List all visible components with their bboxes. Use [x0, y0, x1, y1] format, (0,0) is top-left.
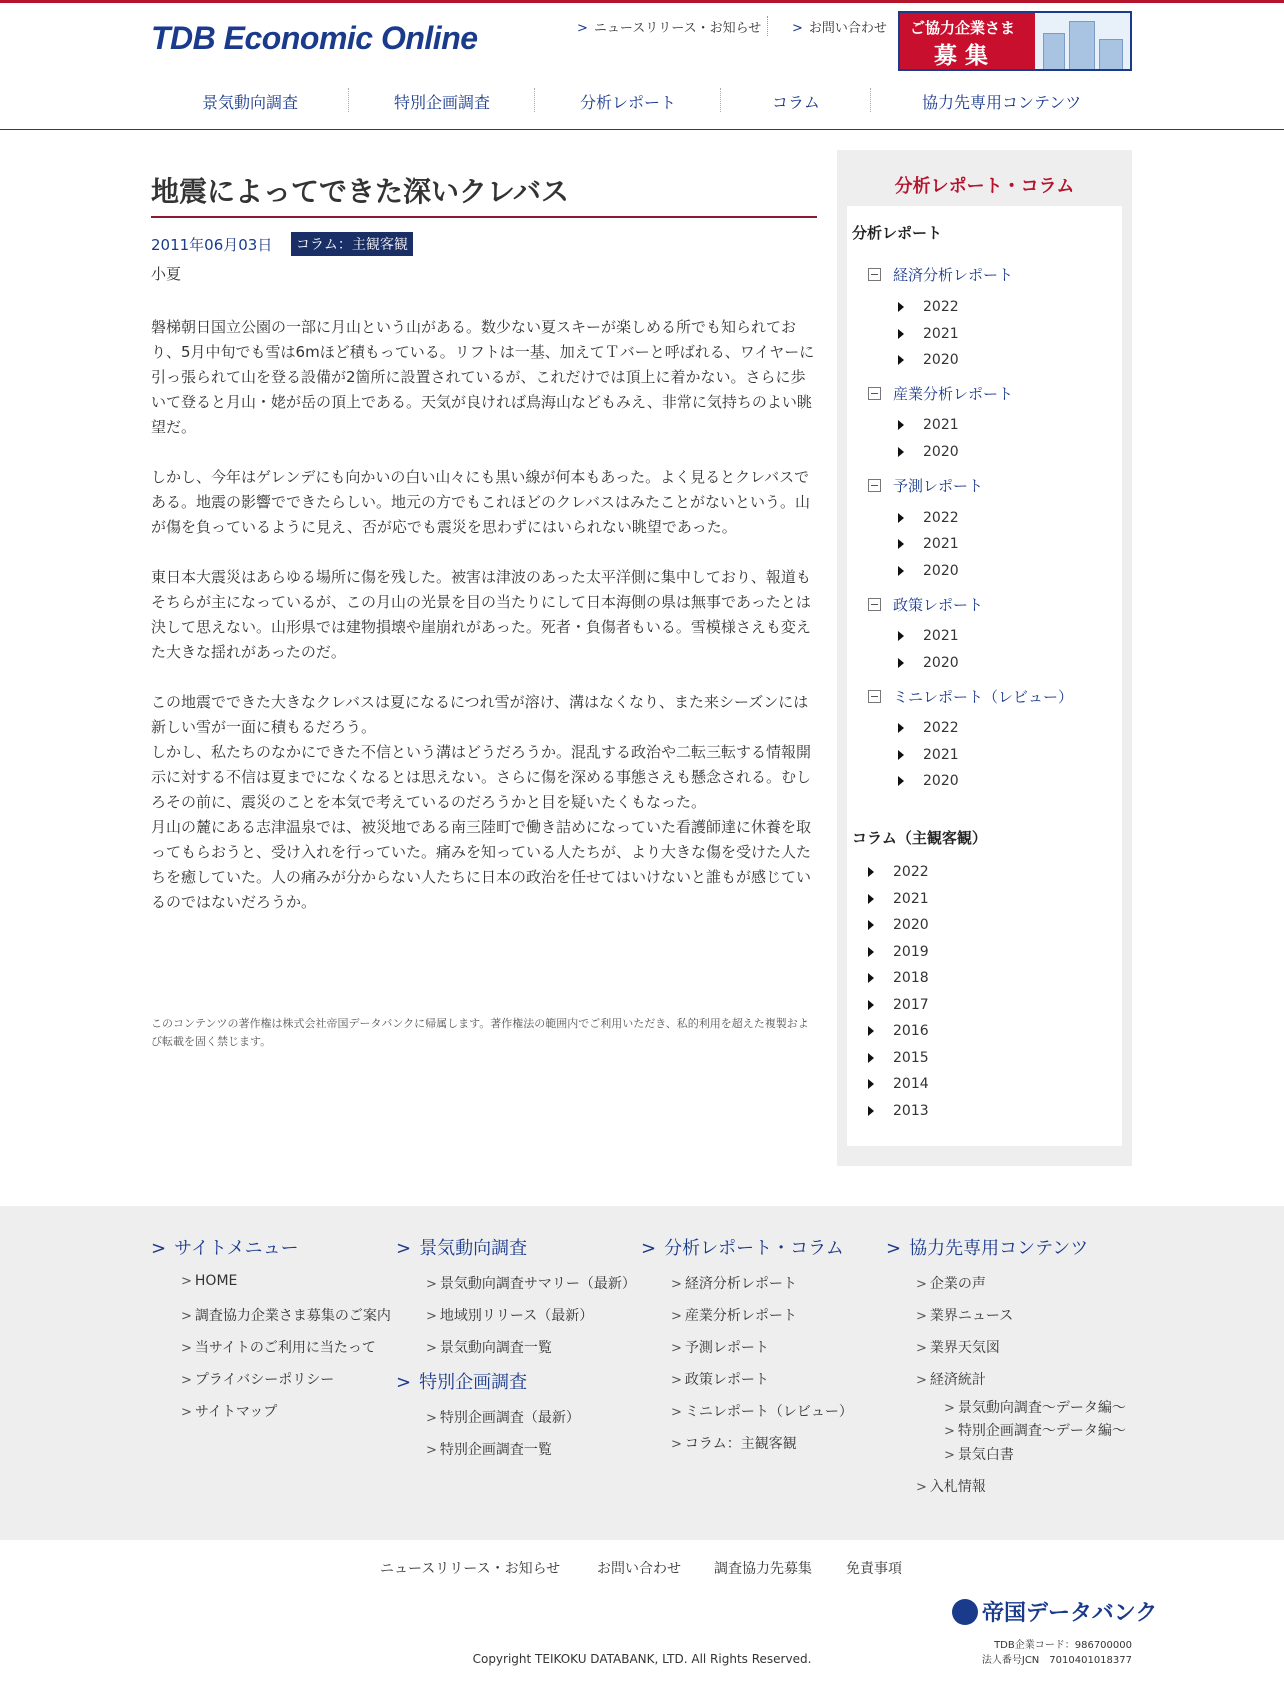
sidebar-panel: [847, 206, 1122, 1146]
caret-right-icon: [898, 513, 904, 523]
header-link-contact[interactable]: > お問い合わせ: [792, 21, 887, 36]
footer-link[interactable]: > 経済分析レポート: [671, 1276, 797, 1292]
chevron-right-icon: >: [916, 1341, 927, 1356]
chevron-right-icon: >: [944, 1448, 955, 1463]
caret-right-icon: [898, 776, 904, 786]
nav-divider: [870, 88, 871, 112]
nav-keiki[interactable]: 景気動向調査: [202, 93, 299, 112]
chevron-right-icon: >: [671, 1437, 682, 1452]
caret-right-icon: [898, 631, 904, 641]
sidebar-year-link[interactable]: 2022: [923, 720, 959, 736]
chevron-right-icon: >: [944, 1401, 955, 1416]
sidebar-cat-economic[interactable]: 経済分析レポート: [893, 266, 1014, 284]
footer-link[interactable]: > 特別企画調査一覧: [426, 1442, 552, 1458]
main-nav: [0, 80, 1284, 130]
chevron-right-icon: >: [181, 1373, 192, 1388]
chevron-right-icon: >: [181, 1274, 192, 1289]
recruit-banner[interactable]: [898, 11, 1132, 71]
chevron-right-icon: >: [916, 1480, 927, 1495]
footer-link[interactable]: > 入札情報: [916, 1479, 986, 1495]
chevron-right-icon: >: [886, 1238, 902, 1259]
caret-right-icon: [868, 1053, 874, 1063]
caret-right-icon: [868, 867, 874, 877]
footer-link[interactable]: > 業界天気図: [916, 1340, 1000, 1356]
article-paragraph: しかし、私たちのなかにできた不信という溝はどうだろうか。混乱する政治や二転三転する情報開示に対する不信は夏までになくなるとは思えない。さらに傷を深める事態さえも懸念される。むしろその前に、震災のことを本気で考えているのだろうかと目を疑いたくもなった。: [151, 743, 812, 811]
caret-right-icon: [898, 750, 904, 760]
nav-divider: [348, 88, 349, 112]
caret-right-icon: [898, 355, 904, 365]
footer-link[interactable]: > コラム：主観客観: [671, 1436, 797, 1452]
footer-link[interactable]: > 景気動向調査一覧: [426, 1340, 552, 1356]
caret-right-icon: [898, 658, 904, 668]
article-paragraph: しかし、今年はゲレンデにも向かいの白い山々にも黒い線が何本もあった。よく見るとクレバスである。地震の影響でできたらしい。地元の方でもこれほどのクレバスはみたことがないという。山が傷を負っているように見え、否が応でも震災を思わずにはいられない眺望であった。: [151, 468, 810, 536]
chevron-right-icon: >: [426, 1411, 437, 1426]
chevron-right-icon: >: [641, 1238, 657, 1259]
footer-sublink[interactable]: > 景気動向調査～データ編～: [944, 1400, 1126, 1416]
chevron-right-icon: >: [396, 1372, 412, 1393]
header-link-news[interactable]: > ニュースリリース・お知らせ: [577, 21, 762, 36]
caret-right-icon: [898, 302, 904, 312]
article-category-badge[interactable]: コラム：主観客観: [291, 232, 413, 256]
nav-kyoryoku[interactable]: 協力先専用コンテンツ: [922, 93, 1082, 112]
footer-link[interactable]: > 景気動向調査サマリー（最新）: [426, 1276, 636, 1292]
sidebar-cat-industry[interactable]: 産業分析レポート: [893, 385, 1014, 403]
footer-link[interactable]: > ミニレポート（レビュー）: [671, 1404, 853, 1420]
footer-link[interactable]: > 地域別リリース（最新）: [426, 1308, 594, 1324]
chevron-right-icon: >: [916, 1373, 927, 1388]
footer-link[interactable]: > HOME: [181, 1273, 238, 1289]
caret-right-icon: [868, 1079, 874, 1089]
caret-right-icon: [898, 723, 904, 733]
sidebar-year-link[interactable]: 2021: [923, 628, 959, 644]
caret-right-icon: [898, 566, 904, 576]
collapse-icon[interactable]: [868, 268, 881, 281]
footer-link[interactable]: > 特別企画調査（最新）: [426, 1410, 580, 1426]
caret-right-icon: [868, 1000, 874, 1010]
sidebar-section-reports: 分析レポート: [852, 224, 943, 242]
caret-right-icon: [868, 1106, 874, 1116]
footer-heading-sitemenu[interactable]: > サイトメニュー: [151, 1238, 299, 1259]
corporate-number: 法人番号JCN 7010401018377: [981, 1655, 1132, 1666]
chevron-right-icon: >: [426, 1277, 437, 1292]
article-body: [151, 315, 817, 915]
nav-bunseki[interactable]: 分析レポート: [580, 93, 677, 112]
chevron-right-icon: >: [181, 1405, 192, 1420]
sidebar-section-column: コラム（主観客観）: [852, 829, 987, 847]
header-link-divider: [767, 16, 768, 36]
chevron-right-icon: >: [426, 1443, 437, 1458]
caret-right-icon: [868, 947, 874, 957]
chevron-right-icon: >: [396, 1238, 412, 1259]
chevron-right-icon: >: [671, 1405, 682, 1420]
caret-right-icon: [868, 1026, 874, 1036]
sidebar-year-link[interactable]: 2020: [923, 352, 959, 368]
sidebar-year-link[interactable]: 2020: [923, 444, 959, 460]
footer-heading-kyoryoku[interactable]: > 協力先専用コンテンツ: [886, 1238, 1089, 1259]
sidebar-cat-forecast[interactable]: 予測レポート: [893, 477, 984, 495]
footer-sublink[interactable]: > 特別企画調査～データ編～: [944, 1423, 1126, 1439]
sidebar-year-link[interactable]: 2020: [923, 773, 959, 789]
footer-link[interactable]: > プライバシーポリシー: [181, 1372, 335, 1388]
sidebar-year-link[interactable]: 2021: [923, 326, 959, 342]
article-author: 小夏: [151, 265, 182, 283]
sidebar-title: 分析レポート・コラム: [894, 176, 1075, 197]
sidebar-year-link[interactable]: 2020: [923, 563, 959, 579]
nav-divider: [534, 88, 535, 112]
banner-text-line1: ご協力企業さま: [910, 19, 1016, 37]
chevron-right-icon: >: [671, 1277, 682, 1292]
collapse-icon[interactable]: [868, 690, 881, 703]
chevron-right-icon: >: [426, 1341, 437, 1356]
article-paragraph: この地震でできた大きなクレバスは夏になるにつれ雪が溶け、溝はなくなり、また来シーズンには新しい雪が一面に積もるだろう。: [151, 693, 809, 736]
caret-right-icon: [898, 420, 904, 430]
chevron-right-icon: >: [181, 1309, 192, 1324]
collapse-icon[interactable]: [868, 598, 881, 611]
bottom-link-disclaimer[interactable]: 免責事項: [846, 1561, 902, 1577]
chevron-right-icon: >: [916, 1277, 927, 1292]
site-logo[interactable]: TDB Economic Online: [151, 20, 478, 56]
chevron-right-icon: >: [671, 1373, 682, 1388]
collapse-icon[interactable]: [868, 479, 881, 492]
nav-divider: [720, 88, 721, 112]
caret-right-icon: [868, 973, 874, 983]
sidebar-column-year[interactable]: 2017: [893, 997, 929, 1013]
copyright-notice: このコンテンツの著作権は株式会社帝国データバンクに帰属します。著作権法の範囲内でご利用いただき、私的利用を超えた複製および転載を固く禁じます。: [151, 1017, 809, 1048]
footer-link[interactable]: > 企業の声: [916, 1276, 986, 1292]
article-paragraph: 磐梯朝日国立公園の一部に月山という山がある。数少ない夏スキーが楽しめる所でも知られており、5月中旬でも雪は6mほど積もっている。リフトは一基、加えてＴバーと呼ばれる、ワイヤーに引っ張られて山を登る設備が2箇所に設置されているが、これだけでは頂上に着かない。さらに歩いて登ると月山・姥が岳の頂上である。天気が良ければ鳥海山などもみえ、非常に気持ちのよい眺望だ。: [151, 318, 815, 436]
sidebar-year-link[interactable]: 2022: [923, 510, 959, 526]
bottom-link-contact[interactable]: お問い合わせ: [597, 1561, 681, 1577]
chevron-right-icon: >: [426, 1309, 437, 1324]
chevron-right-icon: >: [916, 1309, 927, 1324]
footer-link[interactable]: > サイトマップ: [181, 1404, 278, 1420]
sidebar-column-year[interactable]: 2021: [893, 891, 929, 907]
company-logo[interactable]: 帝国データバンク: [952, 1596, 1157, 1627]
sidebar-column-year[interactable]: 2015: [893, 1050, 929, 1066]
sidebar-column-year[interactable]: 2014: [893, 1076, 929, 1092]
caret-right-icon: [898, 539, 904, 549]
footer-link[interactable]: > 当サイトのご利用に当たって: [181, 1340, 376, 1356]
sidebar-year-link[interactable]: 2021: [923, 536, 959, 552]
chevron-right-icon: >: [181, 1341, 192, 1356]
footer-link[interactable]: > 予測レポート: [671, 1340, 769, 1356]
sidebar-year-link[interactable]: 2021: [923, 417, 959, 433]
building-illustration: [1035, 13, 1130, 71]
top-accent-line: [0, 0, 1284, 3]
banner-text-line2: 募集: [934, 43, 996, 69]
caret-right-icon: [898, 329, 904, 339]
footer-heading-tokubetsu[interactable]: > 特別企画調査: [396, 1372, 528, 1393]
footer-copyright: Copyright TEIKOKU DATABANK, LTD. All Rights Reserved.: [472, 1652, 812, 1666]
sidebar-column-year[interactable]: 2020: [893, 917, 929, 933]
footer-link[interactable]: > 調査協力企業さま募集のご案内: [181, 1308, 391, 1324]
sidebar-year-link[interactable]: 2022: [923, 299, 959, 315]
chevron-right-icon: >: [792, 21, 803, 36]
company-logo-mark-icon: [952, 1599, 978, 1625]
article-date: 2011年06月03日: [151, 236, 273, 254]
footer-sublink[interactable]: > 景気白書: [944, 1447, 1014, 1463]
sidebar-cat-policy[interactable]: 政策レポート: [893, 596, 984, 614]
sidebar-column-year[interactable]: 2018: [893, 970, 929, 986]
bottom-link-news[interactable]: ニュースリリース・お知らせ: [380, 1561, 561, 1577]
chevron-right-icon: >: [944, 1424, 955, 1439]
footer-heading-keiki[interactable]: > 景気動向調査: [396, 1238, 528, 1259]
footer-link[interactable]: > 経済統計: [916, 1372, 986, 1388]
caret-right-icon: [898, 447, 904, 457]
nav-column[interactable]: コラム: [772, 93, 820, 112]
caret-right-icon: [868, 894, 874, 904]
footer-link[interactable]: > 政策レポート: [671, 1372, 769, 1388]
sidebar-year-link[interactable]: 2020: [923, 655, 959, 671]
sidebar: [837, 150, 1132, 1166]
nav-tokubetsu[interactable]: 特別企画調査: [394, 93, 491, 112]
chevron-right-icon: >: [671, 1309, 682, 1324]
article-paragraph: 月山の麓にある志津温泉では、被災地である南三陸町で働き詰めになっていた看護師達に休養を取ってもらおうと、受け入れを行っていた。痛みを知っている人たちが、より大きな傷を受けた人たちを癒していた。人の痛みが分からない人たちに日本の政治を任せてはいけないと誰もが感じているのではないだろうか。: [151, 818, 812, 911]
article-paragraph: 東日本大震災はあらゆる場所に傷を残した。被害は津波のあった太平洋側に集中しており、報道もそちらが主になっているが、この月山の光景を目の当たりにして日本海側の県は無事であったとは決して思えない。山形県では建物損壊や崖崩れがあった。死者・負傷者もいる。雪模様さえも変えた大きな揺れがあったのだ。: [151, 568, 811, 661]
article-title: 地震によってできた深いクレバス: [151, 170, 817, 218]
bottom-link-recruit[interactable]: 調査協力先募集: [714, 1561, 812, 1577]
sidebar-year-link[interactable]: 2021: [923, 747, 959, 763]
sidebar-column-year[interactable]: 2013: [893, 1103, 929, 1119]
site-footer: [0, 1206, 1284, 1540]
chevron-right-icon: >: [577, 21, 588, 36]
sidebar-column-year[interactable]: 2016: [893, 1023, 929, 1039]
sidebar-column-year[interactable]: 2022: [893, 864, 929, 880]
footer-heading-bunseki[interactable]: > 分析レポート・コラム: [641, 1238, 844, 1259]
footer-link[interactable]: > 業界ニュース: [916, 1308, 1014, 1324]
company-code: TDB企業コード：986700000: [994, 1640, 1132, 1651]
sidebar-column-year[interactable]: 2019: [893, 944, 929, 960]
chevron-right-icon: >: [671, 1341, 682, 1356]
sidebar-cat-mini[interactable]: ミニレポート（レビュー）: [893, 688, 1074, 706]
caret-right-icon: [868, 920, 874, 930]
footer-link[interactable]: > 産業分析レポート: [671, 1308, 797, 1324]
chevron-right-icon: >: [151, 1238, 167, 1259]
collapse-icon[interactable]: [868, 387, 881, 400]
